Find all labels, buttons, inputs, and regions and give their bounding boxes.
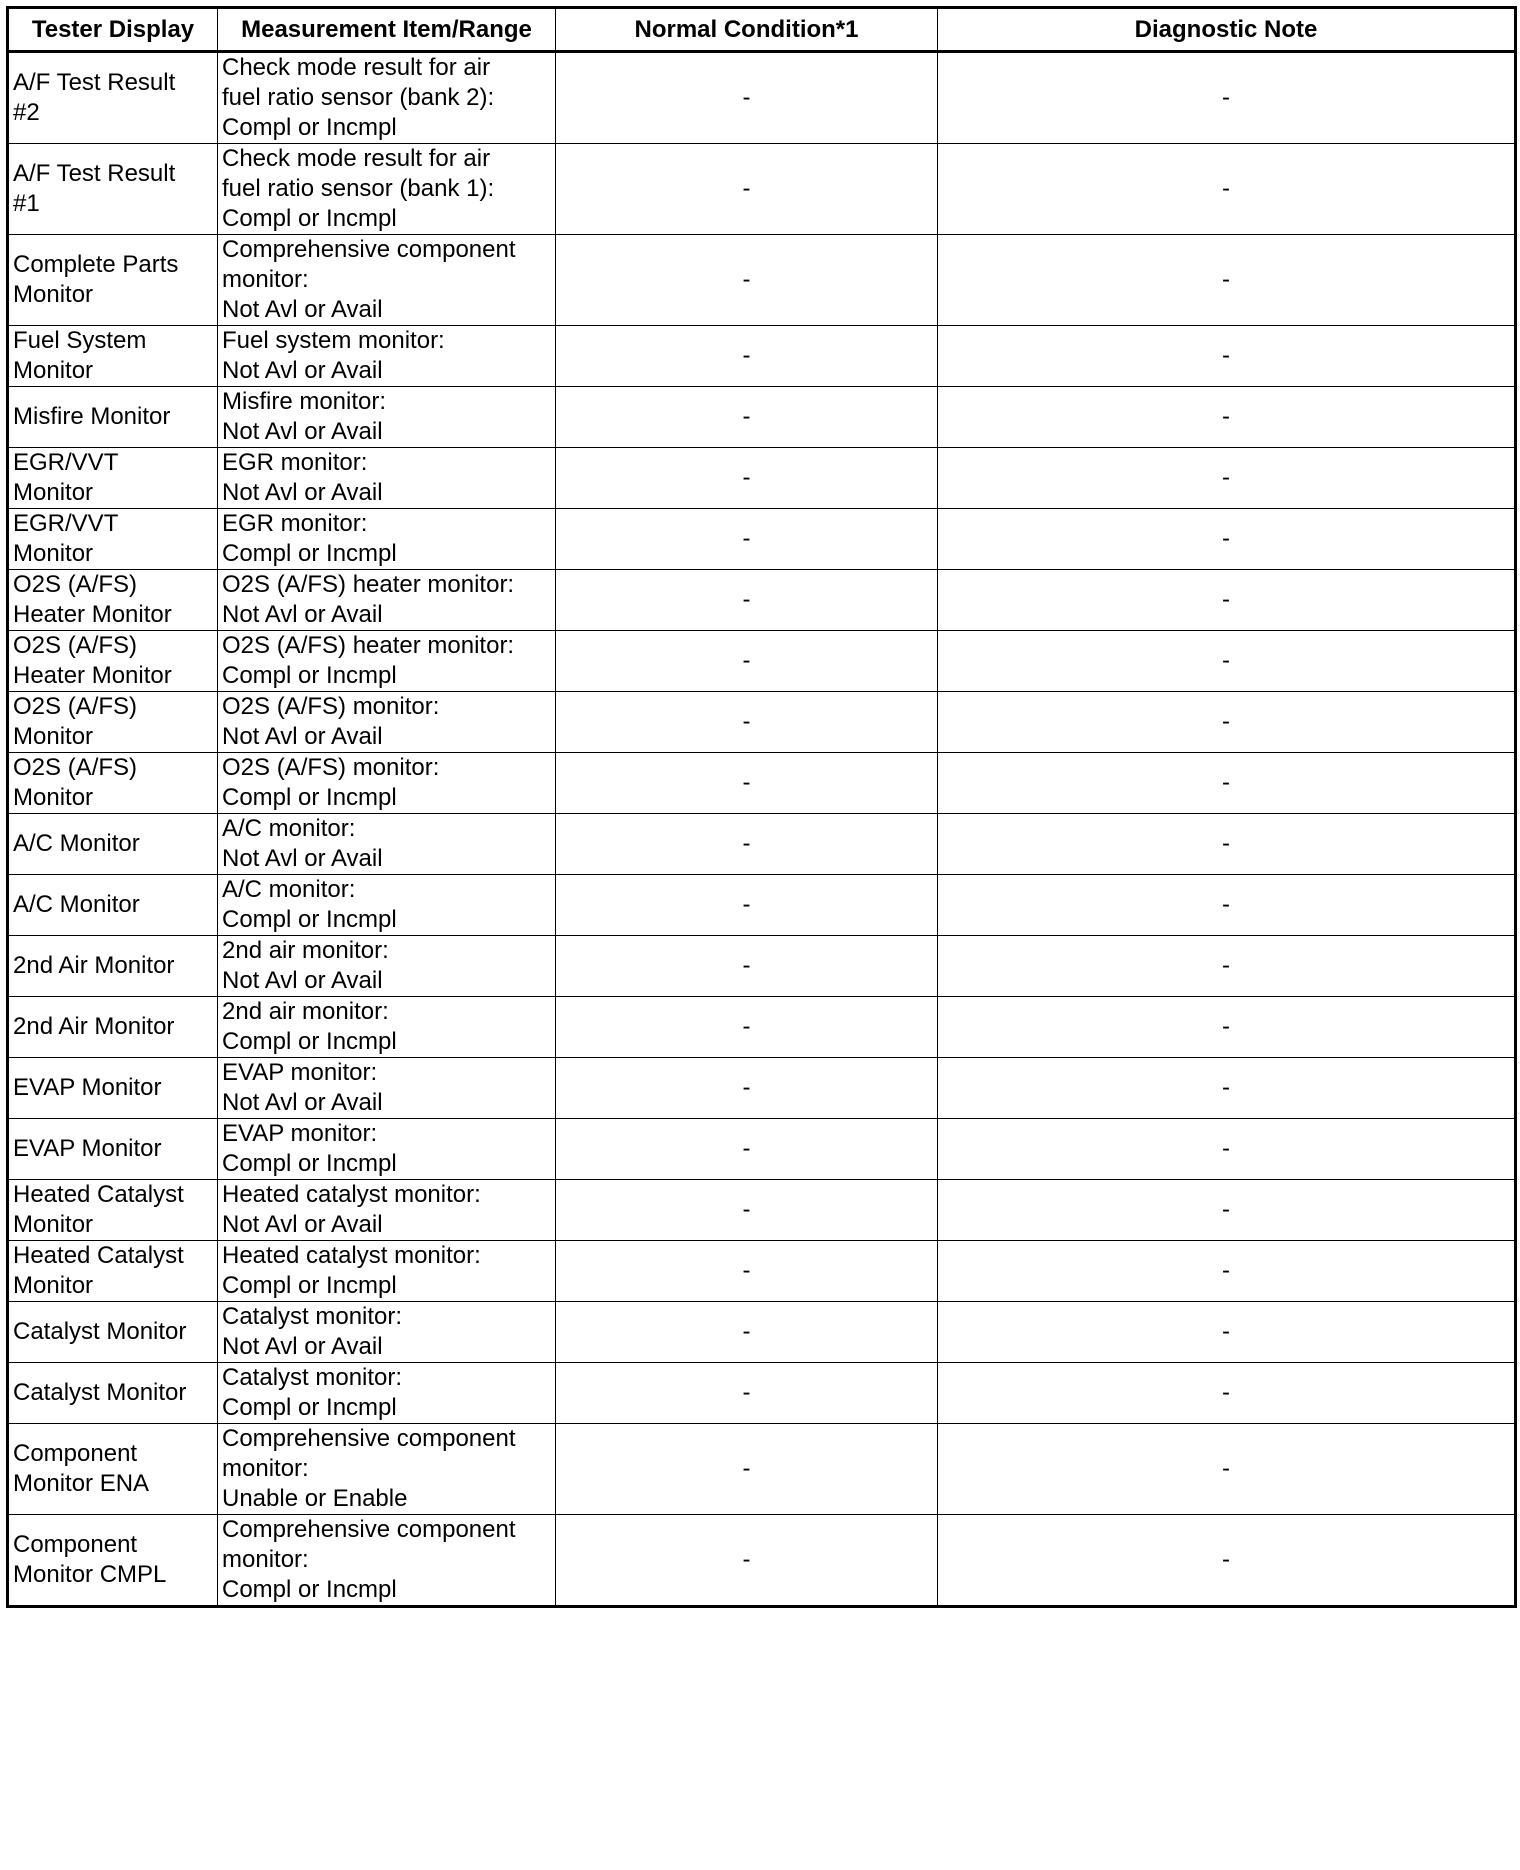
measurement-range-line: Catalyst monitor: [222, 1303, 403, 1330]
tester-display-line: Heated Catalyst [13, 1242, 184, 1269]
normal-condition-cell: - [556, 52, 938, 144]
tester-display-cell [8, 1058, 218, 1119]
data-table [6, 6, 1517, 1608]
table-row [8, 875, 1516, 936]
tester-display-line: EVAP Monitor [13, 1135, 162, 1162]
normal-condition-cell: - [556, 814, 938, 875]
diagnostic-note-cell: - [938, 1180, 1516, 1241]
tester-display-line: Fuel System [13, 327, 147, 354]
normal-condition-cell: - [556, 1424, 938, 1515]
diagnostic-note-cell: - [938, 326, 1516, 387]
measurement-range-cell [218, 387, 556, 448]
tester-display-line: Monitor [13, 1272, 94, 1299]
measurement-range-line: 2nd air monitor: [222, 937, 389, 964]
measurement-range-cell [218, 1515, 556, 1607]
measurement-range-line: A/C monitor: [222, 815, 356, 842]
tester-display-line: Monitor [13, 1211, 94, 1238]
tester-display-line: Monitor CMPL [13, 1561, 167, 1588]
measurement-range-cell [218, 1119, 556, 1180]
diagnostic-note-cell: - [938, 1241, 1516, 1302]
measurement-range-line: O2S (A/FS) monitor: [222, 754, 440, 781]
measurement-range-line: Compl or Incmpl [222, 540, 397, 567]
tester-display-line: EGR/VVT [13, 510, 119, 537]
table-row [8, 326, 1516, 387]
tester-display-cell [8, 1302, 218, 1363]
measurement-range-cell [218, 509, 556, 570]
tester-display-line: O2S (A/FS) [13, 632, 138, 659]
measurement-range-line: EGR monitor: [222, 510, 368, 537]
diagnostic-note-cell: - [938, 387, 1516, 448]
normal-condition-cell: - [556, 448, 938, 509]
normal-condition-cell: - [556, 235, 938, 326]
tester-display-cell [8, 387, 218, 448]
table-row [8, 936, 1516, 997]
tester-display-line: Catalyst Monitor [13, 1318, 187, 1345]
table-row [8, 753, 1516, 814]
diagnostic-note-cell: - [938, 814, 1516, 875]
measurement-range-cell [218, 144, 556, 235]
measurement-range-line: A/C monitor: [222, 876, 356, 903]
normal-condition-cell: - [556, 144, 938, 235]
measurement-range-cell [218, 631, 556, 692]
normal-condition-cell: - [556, 1241, 938, 1302]
measurement-range-line: Not Avl or Avail [222, 1089, 383, 1116]
tester-display-line: A/C Monitor [13, 891, 140, 918]
measurement-range-cell [218, 1363, 556, 1424]
measurement-range-cell [218, 52, 556, 144]
measurement-range-line: Not Avl or Avail [222, 418, 383, 445]
diagnostic-note-cell: - [938, 1363, 1516, 1424]
measurement-range-line: EGR monitor: [222, 449, 368, 476]
normal-condition-cell: - [556, 570, 938, 631]
measurement-range-line: Not Avl or Avail [222, 479, 383, 506]
measurement-range-line: Compl or Incmpl [222, 1576, 397, 1603]
measurement-range-line: Catalyst monitor: [222, 1364, 403, 1391]
table-row [8, 387, 1516, 448]
tester-display-line: EVAP Monitor [13, 1074, 162, 1101]
table-body [8, 52, 1516, 1607]
normal-condition-cell: - [556, 1302, 938, 1363]
tester-display-line: Monitor [13, 784, 94, 811]
diagnostic-note-cell: - [938, 570, 1516, 631]
measurement-range-cell [218, 570, 556, 631]
tester-display-line: O2S (A/FS) [13, 693, 138, 720]
table-row [8, 52, 1516, 144]
table-row [8, 509, 1516, 570]
table-row [8, 1302, 1516, 1363]
tester-display-line: A/C Monitor [13, 830, 140, 857]
tester-display-line: Component [13, 1440, 138, 1467]
diagnostic-note-cell: - [938, 1058, 1516, 1119]
diagnostic-note-cell: - [938, 1302, 1516, 1363]
measurement-range-line: EVAP monitor: [222, 1059, 378, 1086]
normal-condition-cell: - [556, 1180, 938, 1241]
tester-display-cell [8, 1515, 218, 1607]
measurement-range-line: Not Avl or Avail [222, 723, 383, 750]
tester-display-line: O2S (A/FS) [13, 571, 138, 598]
tester-display-cell [8, 144, 218, 235]
table-row [8, 448, 1516, 509]
normal-condition-cell: - [556, 936, 938, 997]
measurement-range-line: Not Avl or Avail [222, 1211, 383, 1238]
table-row [8, 1424, 1516, 1515]
table-row [8, 1241, 1516, 1302]
tester-display-line: Heater Monitor [13, 662, 172, 689]
tester-display-line: Catalyst Monitor [13, 1379, 187, 1406]
tester-display-line: #2 [13, 99, 40, 126]
table-row [8, 235, 1516, 326]
tester-display-line: Monitor [13, 281, 94, 308]
tester-display-cell [8, 52, 218, 144]
diagnostic-note-cell: - [938, 144, 1516, 235]
tester-display-line: Heater Monitor [13, 601, 172, 628]
normal-condition-cell: - [556, 631, 938, 692]
diagnostic-note-cell: - [938, 509, 1516, 570]
tester-display-line: A/F Test Result [13, 160, 176, 187]
measurement-range-line: Not Avl or Avail [222, 601, 383, 628]
tester-display-cell [8, 1241, 218, 1302]
tester-display-line: Monitor [13, 357, 94, 384]
tester-display-cell [8, 814, 218, 875]
tester-display-cell [8, 235, 218, 326]
tester-display-line: Monitor [13, 723, 94, 750]
normal-condition-cell: - [556, 692, 938, 753]
measurement-range-cell [218, 1058, 556, 1119]
measurement-range-line: O2S (A/FS) monitor: [222, 693, 440, 720]
tester-display-cell [8, 1180, 218, 1241]
measurement-range-line: O2S (A/FS) heater monitor: [222, 632, 515, 659]
measurement-range-line: Not Avl or Avail [222, 845, 383, 872]
measurement-range-line: Not Avl or Avail [222, 967, 383, 994]
header-row [8, 8, 1516, 52]
measurement-range-cell [218, 814, 556, 875]
measurement-range-line: O2S (A/FS) heater monitor: [222, 571, 515, 598]
tester-display-cell [8, 1119, 218, 1180]
diagnostic-note-cell: - [938, 1119, 1516, 1180]
diagnostic-note-cell: - [938, 631, 1516, 692]
normal-condition-cell: - [556, 875, 938, 936]
tester-display-cell [8, 936, 218, 997]
measurement-range-cell [218, 936, 556, 997]
table-row [8, 1363, 1516, 1424]
diagnostic-note-cell: - [938, 753, 1516, 814]
tester-display-line: Component [13, 1531, 138, 1558]
measurement-range-line: Compl or Incmpl [222, 1394, 397, 1421]
tester-display-cell [8, 753, 218, 814]
measurement-range-cell [218, 692, 556, 753]
measurement-range-line: Not Avl or Avail [222, 1333, 383, 1360]
tester-display-cell [8, 631, 218, 692]
table-row [8, 997, 1516, 1058]
diagnostic-note-cell: - [938, 235, 1516, 326]
table-row [8, 570, 1516, 631]
measurement-range-line: Comprehensive component [222, 236, 516, 263]
diagnostic-note-cell: - [938, 936, 1516, 997]
diagnostic-note-cell: - [938, 1515, 1516, 1607]
measurement-range-cell [218, 448, 556, 509]
measurement-range-line: Check mode result for air [222, 54, 491, 81]
header-normal-condition: Normal Condition*1 [556, 8, 938, 52]
tester-display-line: O2S (A/FS) [13, 754, 138, 781]
tester-display-cell [8, 570, 218, 631]
measurement-range-cell [218, 1180, 556, 1241]
tester-display-line: 2nd Air Monitor [13, 952, 175, 979]
tester-display-cell [8, 692, 218, 753]
measurement-range-line: Compl or Incmpl [222, 906, 397, 933]
tester-display-cell [8, 448, 218, 509]
normal-condition-cell: - [556, 1058, 938, 1119]
measurement-range-line: Heated catalyst monitor: [222, 1242, 481, 1269]
measurement-range-line: monitor: [222, 266, 309, 293]
header-measurement-item-range: Measurement Item/Range [218, 8, 556, 52]
table-row [8, 1119, 1516, 1180]
diagnostic-note-cell: - [938, 692, 1516, 753]
table-row [8, 631, 1516, 692]
normal-condition-cell: - [556, 387, 938, 448]
diagnostic-note-cell: - [938, 875, 1516, 936]
tester-display-cell [8, 997, 218, 1058]
measurement-range-cell [218, 326, 556, 387]
measurement-range-line: Compl or Incmpl [222, 1272, 397, 1299]
measurement-range-line: Compl or Incmpl [222, 1028, 397, 1055]
measurement-range-line: Comprehensive component [222, 1516, 516, 1543]
normal-condition-cell: - [556, 326, 938, 387]
measurement-range-line: Not Avl or Avail [222, 357, 383, 384]
measurement-range-cell [218, 235, 556, 326]
table-row [8, 692, 1516, 753]
tester-display-line: A/F Test Result [13, 69, 176, 96]
tester-display-line: #1 [13, 190, 40, 217]
measurement-range-line: Check mode result for air [222, 145, 491, 172]
normal-condition-cell: - [556, 509, 938, 570]
measurement-range-line: Compl or Incmpl [222, 114, 397, 141]
measurement-range-line: Compl or Incmpl [222, 662, 397, 689]
table-row [8, 1515, 1516, 1607]
tester-display-cell [8, 875, 218, 936]
table-head [8, 8, 1516, 52]
measurement-range-line: Compl or Incmpl [222, 784, 397, 811]
tester-display-cell [8, 509, 218, 570]
tester-display-line: Monitor [13, 479, 94, 506]
tester-display-line: Heated Catalyst [13, 1181, 184, 1208]
measurement-range-line: EVAP monitor: [222, 1120, 378, 1147]
measurement-range-line: Unable or Enable [222, 1485, 408, 1512]
tester-display-line: Complete Parts [13, 251, 179, 278]
measurement-range-line: monitor: [222, 1546, 309, 1573]
tester-display-line: Misfire Monitor [13, 403, 171, 430]
table-row [8, 1058, 1516, 1119]
table-row [8, 144, 1516, 235]
measurement-range-line: fuel ratio sensor (bank 2): [222, 84, 495, 111]
table-row [8, 1180, 1516, 1241]
diagnostic-note-cell: - [938, 1424, 1516, 1515]
normal-condition-cell: - [556, 1119, 938, 1180]
measurement-range-line: Comprehensive component [222, 1425, 516, 1452]
tester-display-line: Monitor [13, 540, 94, 567]
measurement-range-line: Misfire monitor: [222, 388, 387, 415]
measurement-range-line: Compl or Incmpl [222, 205, 397, 232]
measurement-range-line: Compl or Incmpl [222, 1150, 397, 1177]
measurement-range-cell [218, 1302, 556, 1363]
measurement-range-cell [218, 753, 556, 814]
tester-display-cell [8, 1424, 218, 1515]
measurement-range-line: Fuel system monitor: [222, 327, 445, 354]
measurement-range-cell [218, 875, 556, 936]
measurement-range-cell [218, 1424, 556, 1515]
tester-display-line: Monitor ENA [13, 1470, 150, 1497]
diagnostic-note-cell: - [938, 448, 1516, 509]
diagnostic-note-cell: - [938, 52, 1516, 144]
tester-display-cell [8, 326, 218, 387]
diagnostic-note-cell: - [938, 997, 1516, 1058]
header-diagnostic-note: Diagnostic Note [938, 8, 1516, 52]
table-row [8, 814, 1516, 875]
measurement-range-line: Heated catalyst monitor: [222, 1181, 481, 1208]
measurement-range-cell [218, 1241, 556, 1302]
measurement-range-line: Not Avl or Avail [222, 296, 383, 323]
measurement-range-line: monitor: [222, 1455, 309, 1482]
normal-condition-cell: - [556, 997, 938, 1058]
normal-condition-cell: - [556, 753, 938, 814]
header-tester-display: Tester Display [8, 8, 218, 52]
tester-display-cell [8, 1363, 218, 1424]
tester-display-line: EGR/VVT [13, 449, 119, 476]
tester-display-line: 2nd Air Monitor [13, 1013, 175, 1040]
normal-condition-cell: - [556, 1363, 938, 1424]
normal-condition-cell: - [556, 1515, 938, 1607]
measurement-range-cell [218, 997, 556, 1058]
measurement-range-line: 2nd air monitor: [222, 998, 389, 1025]
measurement-range-line: fuel ratio sensor (bank 1): [222, 175, 495, 202]
